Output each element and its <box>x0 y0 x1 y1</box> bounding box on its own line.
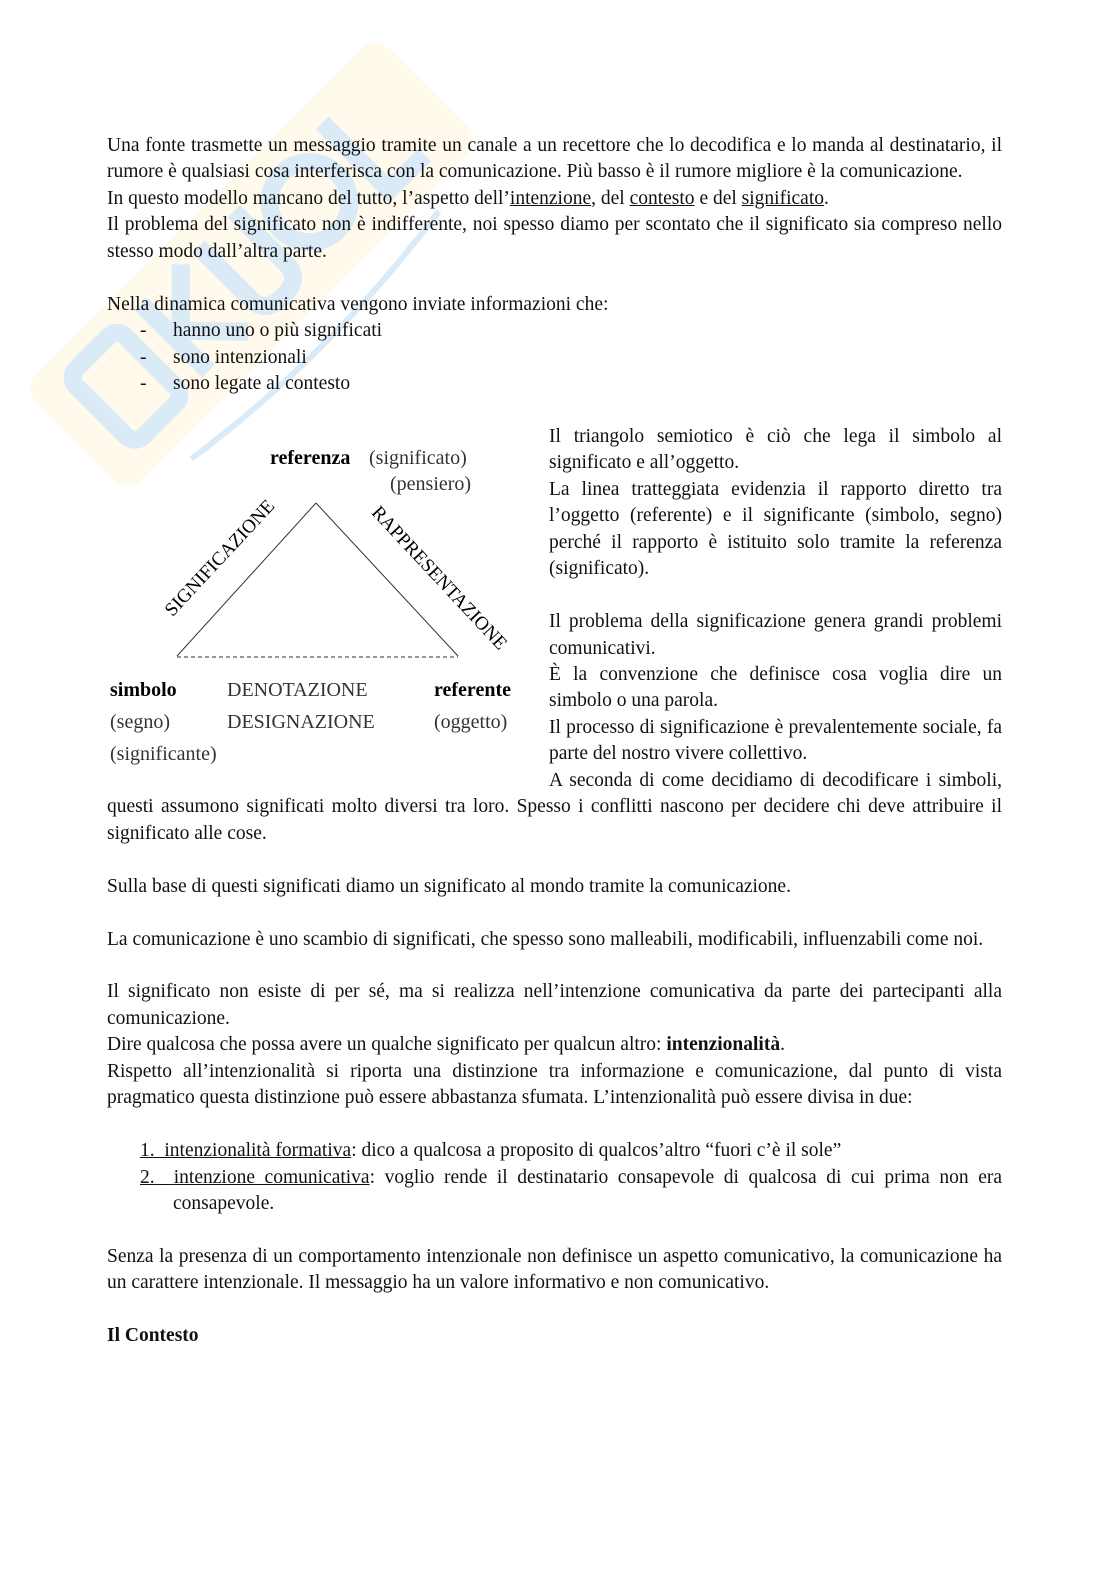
apex-sub2: (pensiero) <box>390 472 472 495</box>
semiotic-triangle-diagram <box>107 424 549 794</box>
text: La linea tratteggiata evidenzia il rapporto diretto tra l’oggetto (referente) e il significante (simbolo, segno) perché il rapporto è istituito solo tramite la referenza (significato). <box>549 478 1002 580</box>
paragraph-model <box>107 133 1002 265</box>
list-number: 2. <box>140 1166 155 1188</box>
numbered-list <box>107 1138 1002 1217</box>
text: . <box>824 187 829 209</box>
right-vertex-label: referente <box>434 678 511 701</box>
underlined-term: intenzione comunicativa <box>173 1166 370 1188</box>
paragraph-intro: Nella dinamica comunicativa vengono inviate informazioni che: <box>107 293 609 315</box>
list-item: - sono intenzionali <box>107 345 1002 371</box>
text: Il triangolo semiotico è ciò che lega il simbolo al significato e all’oggetto. <box>549 425 1002 474</box>
list-item: - hanno uno o più significati <box>107 318 1002 344</box>
list-item <box>107 1165 1002 1218</box>
text: . <box>780 1034 785 1056</box>
paragraph-mondo: Sulla base di questi significati diamo un significato al mondo tramite la comunicazione. <box>107 875 791 897</box>
text: Il problema del significato non è indifferente, noi spesso diamo per scontato che il significato sia compreso nello stesso modo dall’altra parte. <box>107 214 1002 262</box>
text: e del <box>694 187 742 209</box>
underlined-term: intenzione <box>509 187 592 209</box>
text: , del <box>591 187 630 209</box>
base-label-1: DENOTAZIONE <box>227 678 368 701</box>
right-vertex-sub1: (oggetto) <box>434 710 508 733</box>
text: Il processo di significazione è prevalentemente sociale, fa parte del nostro vivere collettivo. <box>549 716 1002 765</box>
text: Una fonte trasmette un messaggio tramite un canale a un recettore che lo decodifica e lo manda al destinatario, il rumore è qualsiasi cosa interferisca con la comunicazione. Più basso è il rumore migliore è la comunicazione. <box>107 135 1002 183</box>
text: A seconda di come decidiamo di decodificare i simboli, questi assumono significati molto diversi tra loro. Spesso i conflitti nascono per decidere chi deve attribuire il significato alle cose. <box>107 769 1002 844</box>
heading-text: Il Contesto <box>107 1325 199 1347</box>
text: Rispetto all’intenzionalità si riporta una distinzione tra informazione e comunicazione, dal punto di vista pragmatico questa distinzione può essere abbastanza sfumata. L’intenzionalità può essere divisa in due: <box>107 1060 1002 1109</box>
list-number: 1. <box>140 1140 155 1162</box>
text: È la convenzione che definisce cosa voglia dire un simbolo o una parola. <box>549 664 1002 712</box>
list-item <box>107 1138 1002 1164</box>
list-item: - sono legate al contesto <box>107 371 1002 397</box>
base-label-2: DESIGNAZIONE <box>227 710 375 733</box>
left-side-label: SIGNIFICAZIONE <box>160 495 280 621</box>
left-vertex-sub2: (significante) <box>110 742 217 765</box>
left-vertex-sub1: (segno) <box>110 710 170 733</box>
paragraph-comportamento: Senza la presenza di un comportamento intenzionale non definisce un aspetto comunicativo, la comunicazione ha un carattere intenzionale. Il messaggio ha un valore informativo e non comunicativo. <box>107 1245 1002 1294</box>
apex-sub1: (significato) <box>369 446 467 469</box>
bold-term: intenzionalità <box>666 1034 781 1056</box>
underlined-term: significato <box>741 187 824 209</box>
right-side-label: RAPPRESENTAZIONE <box>367 502 511 655</box>
section-heading <box>107 1323 1002 1349</box>
text: In questo modello mancano del tutto, l’aspetto dell’ <box>107 187 510 209</box>
paragraph-scambio: La comunicazione è uno scambio di significati, che spesso sono malleabili, modificabili, influenzabili come noi. <box>107 928 984 950</box>
text: Il problema della significazione genera grandi problemi comunicativi. <box>549 611 1002 659</box>
left-vertex-label: simbolo <box>110 678 177 701</box>
text: : voglio rende il destinatario consapevole di qualcosa di cui prima non era consapevole. <box>173 1166 1003 1215</box>
underlined-term: intenzionalità formativa <box>164 1140 352 1162</box>
paragraph-intenzionalita <box>107 979 1002 1111</box>
text: : dico a qualcosa a proposito di qualcos’altro “fuori c’è il sole” <box>351 1140 842 1162</box>
text: Dire qualcosa che possa avere un qualche significato per qualcun altro: <box>107 1034 667 1056</box>
bullet-list <box>107 318 1002 397</box>
apex-label: referenza <box>270 446 351 469</box>
underlined-term: contesto <box>629 187 695 209</box>
document-page <box>107 133 1002 1350</box>
text: Il significato non esiste di per sé, ma si realizza nell’intenzione comunicativa da parte dei partecipanti alla comunicazione. <box>107 981 1002 1029</box>
